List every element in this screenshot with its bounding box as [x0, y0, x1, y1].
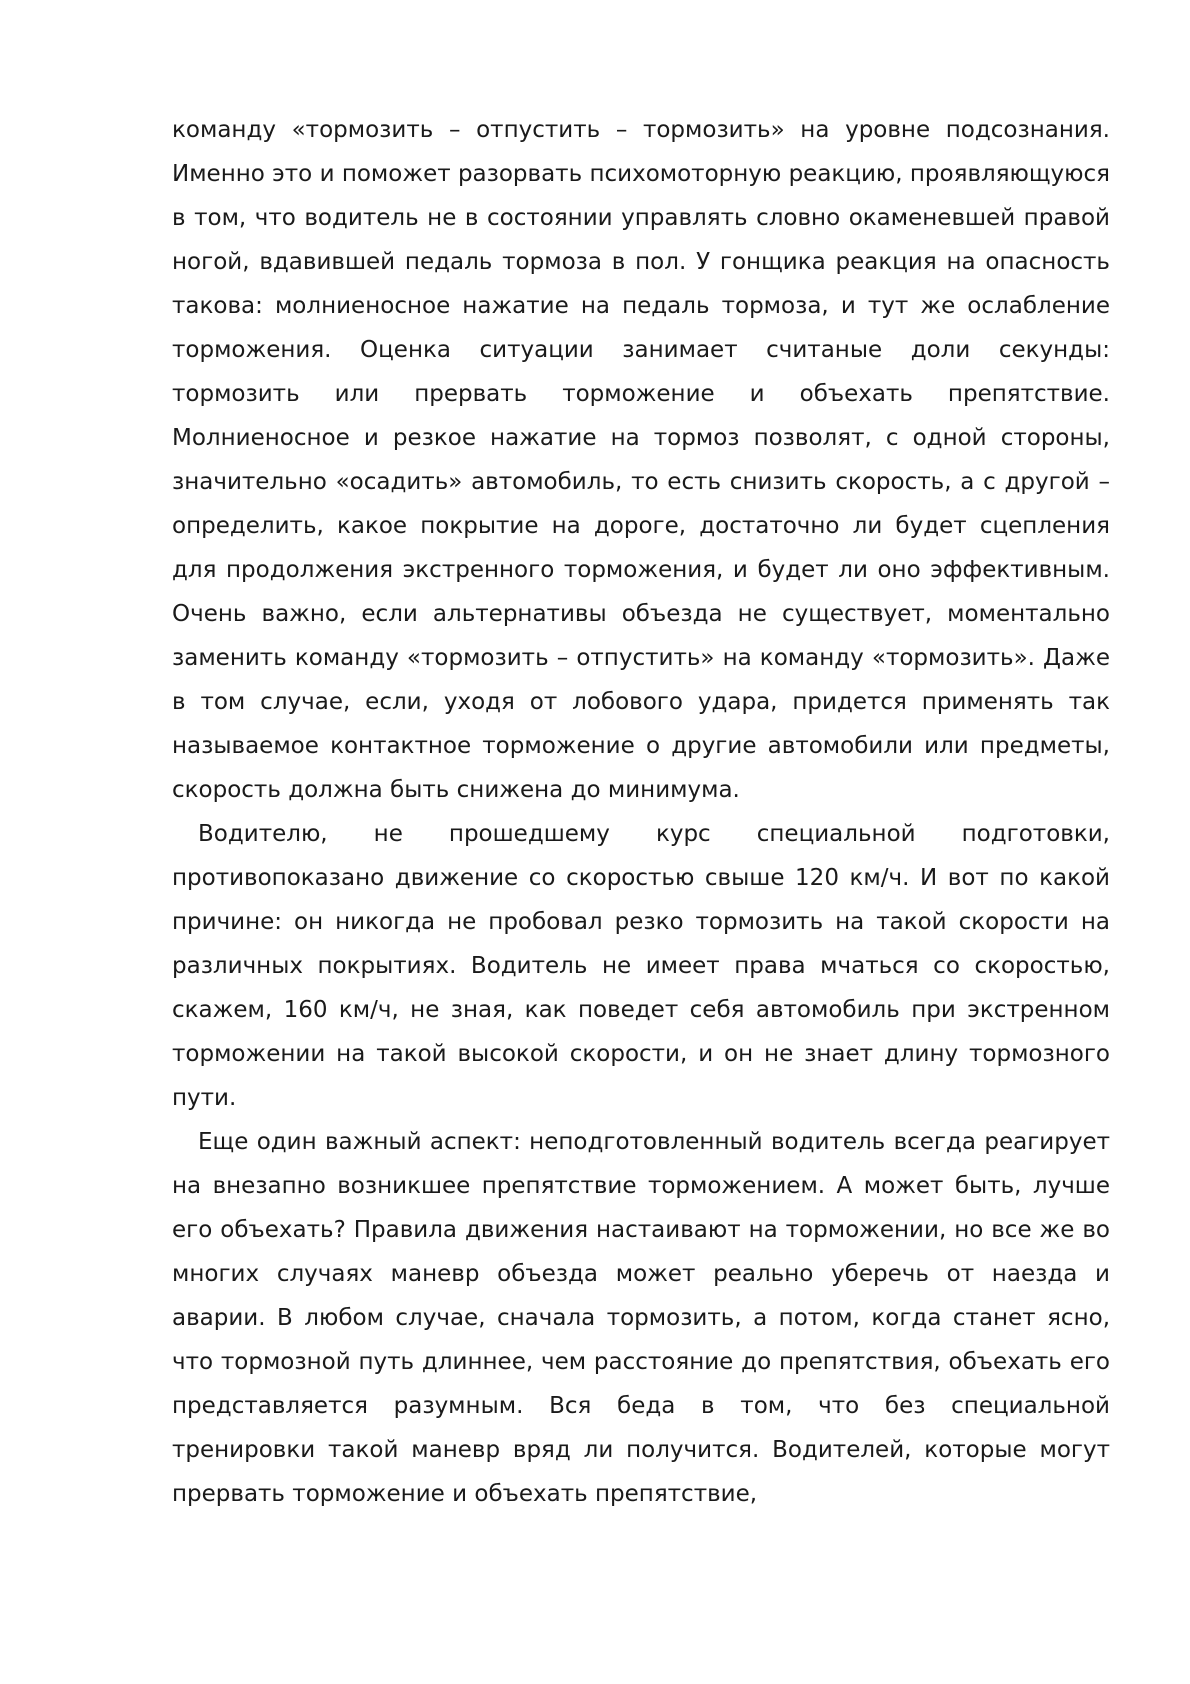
document-page [172, 108, 1110, 1516]
paragraph-2: Водителю, не прошедшему курс специальной подготовки, противопоказано движение со скоростью свыше 120 км/ч. И вот по какой причине: он никогда не пробовал резко тормозить на такой скорости на различных покрытиях. Водитель не имеет права мчаться со скоростью, скажем, 160 км/ч, не зная, как поведет себя автомобиль при экстренном торможении на такой высокой скорости, и он не знает длину тормозного пути. [172, 821, 1110, 1111]
paragraph-3: Еще один важный аспект: неподготовленный водитель всегда реагирует на внезапно возникшее препятствие торможением. А может быть, лучше его объехать? Правила движения настаивают на торможении, но все же во многих случаях маневр объезда может реально уберечь от наезда и аварии. В любом случае, сначала тормозить, а потом, когда станет ясно, что тормозной путь длиннее, чем расстояние до препятствия, объехать его представляется разумным. Вся беда в том, что без специальной тренировки такой маневр вряд ли получится. Водителей, которые могут прервать торможение и объехать препятствие, [172, 1129, 1110, 1507]
paragraph-1: команду «тормозить – отпустить – тормозить» на уровне подсознания. Именно это и поможет разорвать психомоторную реакцию, проявляющуюся в том, что водитель не в состоянии управлять словно окаменевшей правой ногой, вдавившей педаль тормоза в пол. У гонщика реакция на опасность такова: молниеносное нажатие на педаль тормоза, и тут же ослабление торможения. Оценка ситуации занимает считаные доли секунды: тормозить или прервать торможение и объехать препятствие. Молниеносное и резкое нажатие на тормоз позволят, с одной стороны, значительно «осадить» автомобиль, то есть снизить скорость, а с другой – определить, какое покрытие на дороге, достаточно ли будет сцепления для продолжения экстренного торможения, и будет ли оно эффективным. Очень важно, если альтернативы объезда не существует, моментально заменить команду «тормозить – отпустить» на команду «тормозить». Даже в том случае, если, уходя от лобового удара, придется применять так называемое контактное торможение о другие автомобили или предметы, скорость должна быть снижена до минимума. [172, 117, 1111, 803]
